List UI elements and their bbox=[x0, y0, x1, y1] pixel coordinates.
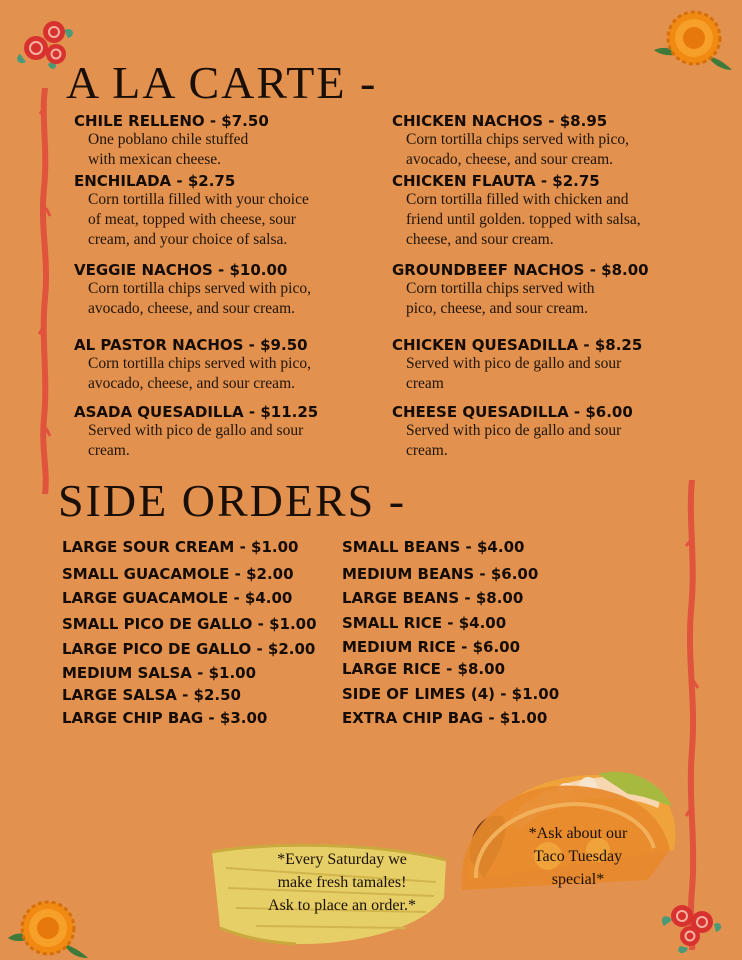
menu-item bbox=[392, 261, 712, 319]
side-order-item: EXTRA CHIP BAG - $1.00 bbox=[342, 709, 548, 727]
item-name: CHICKEN NACHOS - $8.95 bbox=[392, 112, 608, 130]
side-order-item: LARGE SOUR CREAM - $1.00 bbox=[62, 538, 299, 556]
right-brush-stroke bbox=[684, 480, 700, 950]
menu-item bbox=[392, 172, 712, 250]
side-order-item: SMALL BEANS - $4.00 bbox=[342, 538, 525, 556]
item-name: CHEESE QUESADILLA - $6.00 bbox=[392, 403, 633, 421]
menu-item bbox=[74, 403, 390, 461]
marigold-icon bbox=[650, 6, 734, 72]
tamales-note: *Every Saturday we make fresh tamales! Ask to place an order.* bbox=[268, 851, 416, 914]
side-order-item: LARGE RICE - $8.00 bbox=[342, 660, 506, 678]
menu-item bbox=[74, 172, 390, 250]
item-name: AL PASTOR NACHOS - $9.50 bbox=[74, 336, 308, 354]
item-description: Corn tortilla chips served with pico, cheese, and sour cream. bbox=[406, 280, 595, 317]
item-name: CHICKEN QUESADILLA - $8.25 bbox=[392, 336, 643, 354]
a-la-carte-title: A LA CARTE - bbox=[66, 57, 378, 108]
item-description: Served with pico de gallo and sour cream bbox=[406, 355, 622, 392]
side-order-item: SIDE OF LIMES (4) - $1.00 bbox=[342, 685, 560, 703]
side-order-item: MEDIUM RICE - $6.00 bbox=[342, 638, 521, 656]
side-order-item: LARGE GUACAMOLE - $4.00 bbox=[62, 589, 293, 607]
item-name: ENCHILADA - $2.75 bbox=[74, 172, 236, 190]
left-brush-stroke bbox=[38, 88, 52, 494]
menu-item bbox=[74, 112, 390, 170]
side-orders-title: SIDE ORDERS - bbox=[58, 475, 407, 526]
item-description: Served with pico de gallo and sour cream. bbox=[406, 422, 622, 459]
side-order-item: SMALL PICO DE GALLO - $1.00 bbox=[62, 615, 317, 633]
item-description: Served with pico de gallo and sour cream. bbox=[88, 422, 304, 459]
item-name: ASADA QUESADILLA - $11.25 bbox=[74, 403, 319, 421]
menu-item bbox=[74, 261, 390, 319]
menu-item bbox=[392, 336, 712, 394]
item-description: Corn tortilla chips served with pico, avocado, cheese, and sour cream. bbox=[406, 131, 629, 168]
item-description: Corn tortilla filled with chicken and friend until golden. topped with salsa, cheese, and sour cream. bbox=[406, 191, 641, 248]
item-description: Corn tortilla chips served with pico, avocado, cheese, and sour cream. bbox=[88, 280, 311, 317]
marigold-icon bbox=[6, 896, 90, 960]
item-name: VEGGIE NACHOS - $10.00 bbox=[74, 261, 288, 279]
item-name: CHILE RELLENO - $7.50 bbox=[74, 112, 269, 130]
item-description: Corn tortilla chips served with pico, avocado, cheese, and sour cream. bbox=[88, 355, 311, 392]
menu-item bbox=[74, 336, 390, 394]
item-description: Corn tortilla filled with your choice of meat, topped with cheese, sour cream, and your choice of salsa. bbox=[88, 191, 309, 248]
item-description: One poblano chile stuffed with mexican cheese. bbox=[88, 131, 249, 168]
item-name: GROUNDBEEF NACHOS - $8.00 bbox=[392, 261, 649, 279]
side-order-item: LARGE CHIP BAG - $3.00 bbox=[62, 709, 268, 727]
side-order-item: SMALL RICE - $4.00 bbox=[342, 614, 507, 632]
rose-bouquet-icon bbox=[660, 896, 724, 956]
side-order-item: MEDIUM BEANS - $6.00 bbox=[342, 565, 539, 583]
side-order-item: LARGE BEANS - $8.00 bbox=[342, 589, 524, 607]
menu-item bbox=[392, 403, 712, 461]
side-order-item: SMALL GUACAMOLE - $2.00 bbox=[62, 565, 294, 583]
side-order-item: MEDIUM SALSA - $1.00 bbox=[62, 664, 257, 682]
side-order-item: LARGE PICO DE GALLO - $2.00 bbox=[62, 640, 316, 658]
item-name: CHICKEN FLAUTA - $2.75 bbox=[392, 172, 600, 190]
menu-item bbox=[392, 112, 712, 170]
taco-tuesday-note: *Ask about our Taco Tuesday special* bbox=[528, 825, 628, 888]
side-order-item: LARGE SALSA - $2.50 bbox=[62, 686, 241, 704]
